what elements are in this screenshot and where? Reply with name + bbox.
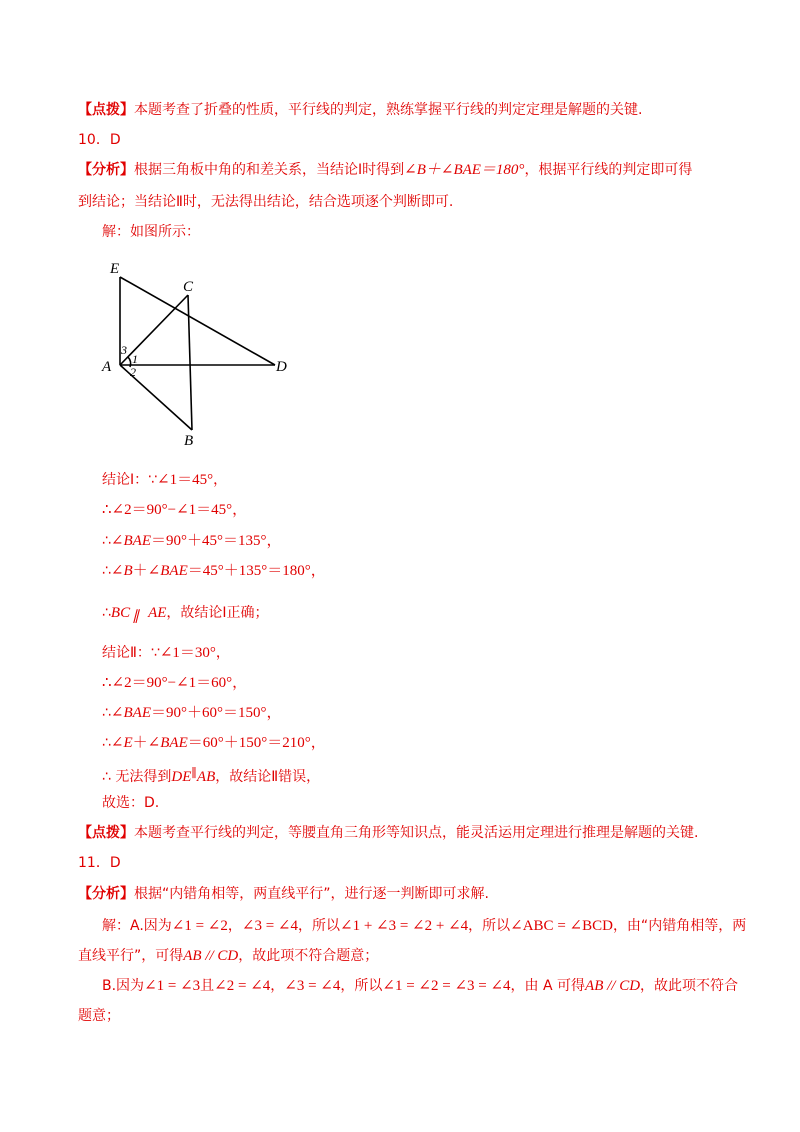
conclusion-2-label: 结论Ⅱ：∵ [102,645,160,661]
analysis-line-q11 [78,884,489,904]
math: ∠1 = ∠2 [171,918,228,934]
label-E: E [110,261,120,277]
text: ，故此项不符合 [640,978,739,994]
angle-term: ∠BAE [147,735,188,751]
math: ∠2 = ∠4 [214,978,271,994]
conclusion-2-head [102,643,230,663]
conclusion-1-step-4 [102,603,269,623]
conclusion-1-label: 结论Ⅰ：∵ [102,472,158,488]
expression: ＝60°＋150°＝210°， [187,735,326,751]
angle-term: ∠BAE [110,705,151,721]
label-A: A [102,359,112,375]
therefore: ∴ [102,563,111,579]
analysis-text-end: ，根据平行线的判定即可得 [524,162,693,178]
math: ∠ABC = ∠BCD [510,918,613,934]
solution-b-line-1 [102,976,738,996]
label-B: B [184,433,194,449]
math: ∠1 = ∠2 = ∠3 = ∠4 [382,978,511,994]
text: ， [227,918,242,934]
punct: ， [215,645,230,661]
tip-tag: 【点拨】 [78,825,134,841]
text: B.因为 [102,978,145,994]
question-number-10: 10．D [78,132,121,148]
therefore: ∴ [102,705,111,721]
label-D: D [276,359,287,375]
solution-a-line-1 [102,916,746,936]
therefore: ∴ [102,605,111,621]
segment-term: AB [196,769,216,785]
geometry-figure [100,255,300,450]
expression: ＝45°＋135°＝180°， [187,563,326,579]
math: ∠3 = ∠4 [241,918,298,934]
angle-term: ∠E [110,735,133,751]
conclusion-1-head [102,470,227,490]
punct: ， [213,472,228,488]
angle-term: ∠BAE [110,533,151,549]
text: ，由“内错角相等，两 [612,918,747,934]
angle-term: ∠B [110,563,133,579]
tip-tag: 【点拨】 [78,102,134,118]
text: 且 [200,978,215,994]
tip-line-q10 [78,823,698,843]
tip-text: 本题考查平行线的判定，等腰直角三角形等知识点，能灵活运用定理进行推理是解题的关键. [134,825,699,841]
label-C: C [183,279,194,295]
math: ∠1 + ∠3 = ∠2 + ∠4 [340,918,469,934]
analysis-line-2: 到结论；当结论Ⅱ时，无法得出结论，结合选项逐个判断即可. [78,194,454,210]
text: ，故此项不符合题意； [238,948,379,964]
conclusion-2-step-2 [102,703,281,723]
parallel-glyph: ∥ [132,609,140,624]
segment-AC [120,295,188,365]
conclusion-2-step-1: ∴∠2＝90°−∠1＝60°， [102,675,248,691]
math: AB // CD [183,948,239,964]
label-angle-3: 3 [121,343,127,357]
text: 解：A.因为 [102,918,172,934]
label-angle-2: 2 [130,365,136,379]
math: ∠3 = ∠4 [284,978,341,994]
conclusion-2-step-4 [102,763,320,787]
analysis-tag: 【分析】 [78,162,134,178]
expression: ＝90°＋45°＝135°， [150,533,282,549]
therefore: ∴ [102,533,111,549]
parallel-symbol: ∥ [191,766,197,780]
therefore-text: ∴ 无法得到 [102,769,172,785]
math: AB // CD [585,978,641,994]
text: ，由 A 可得 [510,978,586,994]
analysis-line-1 [78,160,692,180]
segment-term: AE [148,605,167,621]
analysis-text: 根据“内错角相等，两直线平行”，进行逐一判断即可求解. [134,886,489,902]
conclusion-2-step-3 [102,733,326,753]
solution-intro: 解：如图所示： [102,224,200,240]
solution-b-line-2: 题意； [78,1008,120,1024]
tip-text: 本题考查了折叠的性质，平行线的判定，熟练掌握平行线的判定定理是解题的关键. [134,102,643,118]
therefore: ∴ [102,735,111,751]
conclusion-1-given: ∠1＝45° [157,472,214,488]
segment-term: DE [171,769,192,785]
text: ，所以 [468,918,511,934]
text: ，所以 [298,918,340,934]
question-number-11: 11．D [78,855,121,871]
conclusion-1-step-2 [102,531,281,551]
conclusion-text: ，故结论Ⅰ正确； [166,605,269,621]
plus: ＋ [132,735,148,751]
plus: ＋ [132,563,148,579]
math: ∠1 = ∠3 [144,978,201,994]
analysis-text: 根据三角板中角的和差关系，当结论Ⅰ时得到 [134,162,405,178]
segment-ED [120,277,275,365]
text: 直线平行”，可得 [78,948,184,964]
segment-term: BC [110,605,131,621]
expression: ＝90°＋60°＝150°， [150,705,282,721]
text: ，所以 [340,978,383,994]
text: ， [270,978,285,994]
conclusion-2-given: ∠1＝30° [159,645,216,661]
tip-line-q9 [78,100,642,120]
answer-10: 故选：D. [102,795,160,811]
segment-CB [188,295,192,430]
angle-term: ∠BAE [147,563,188,579]
conclusion-1-step-1: ∴∠2＝90°−∠1＝45°， [102,502,248,518]
conclusion-1-step-3 [102,561,326,581]
analysis-formula: ∠B＋∠BAE＝180° [404,162,525,178]
label-angle-1: 1 [132,352,138,366]
analysis-tag: 【分析】 [78,886,134,902]
solution-a-line-2 [78,946,378,966]
conclusion-text: ，故结论Ⅱ错误， [215,769,321,785]
